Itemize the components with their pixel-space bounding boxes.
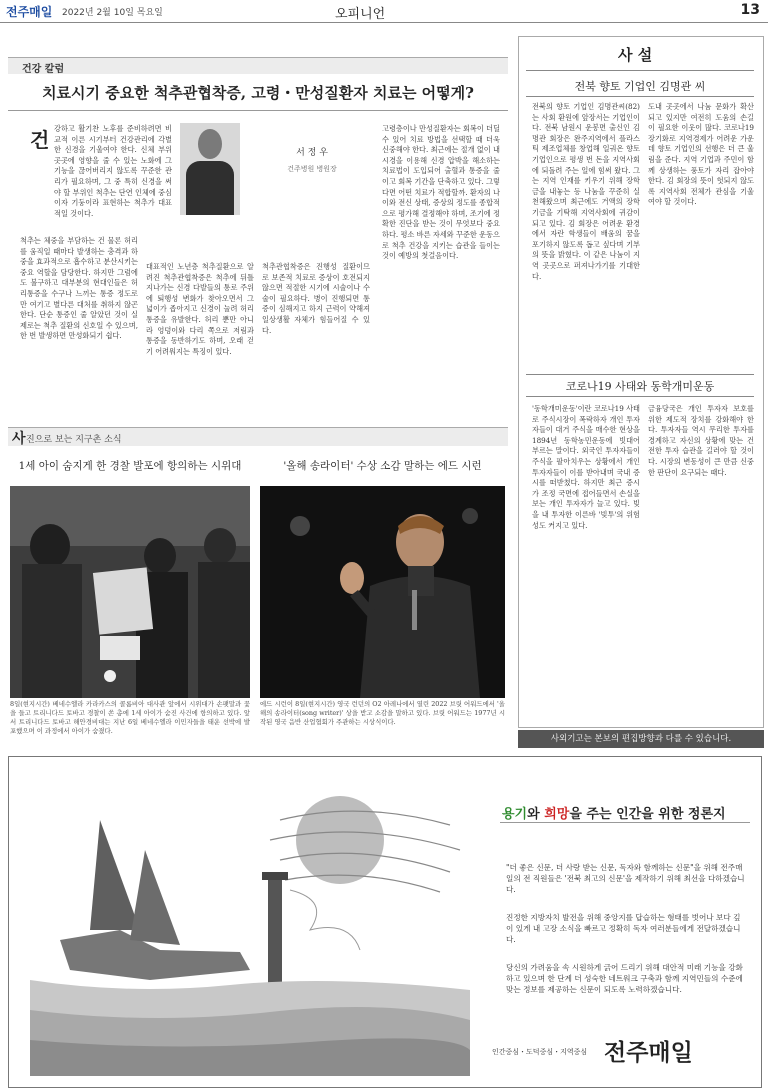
editorial-title: 코로나19 사태와 동학개미운동 [565, 380, 715, 393]
column-paragraph: 강하고 활기찬 노후를 준비하려면 비교적 이른 시기부터 건강관리에 각별한 신경을 기울여야 한다. 신체 부위 곳곳에 영향을 줄 수 있는 노화에 그 기능을 끊어버리지 않도록 꾸준한 관리가 필요하며, 그 중 특히 신경을 써야 할 부위인 척추는 단연 인체에 중심이자 기둥이라 표현하는 척추가 대표적일 것이다. [54, 124, 172, 218]
ad-text: 진정한 지방자치 발전을 위해 중앙지를 답습하는 형태를 벗어나 보다 깊이 있게 내 고장 소식을 빠르고 정확히 독자 여러분들에게 전달하겠습니다. [506, 913, 741, 944]
editorial-body: 도내 곳곳에서 나눔 문화가 확산되고 있지만 여전히 도움의 손길이 필요한 이웃이 많다. 코로나19 장기화로 지역경제가 어려운 가운데 향토 기업인의 선행은 더 큰 울림을 준다. 지역 기업과 주민이 함께 상생하는 풍토가 자리 잡아야 한다. 김 회장의 뜻이 헛되지 않도록 지역사회 전체가 관심을 기울여야 할 것이다. [648, 102, 754, 207]
drop-cap: 건 [30, 128, 50, 152]
editorial-rule [526, 396, 754, 397]
photo-news-label-initial: 사 [12, 431, 26, 447]
ad-tagline: 인간중심・도덕중심・지역중심 [492, 1048, 588, 1056]
author-photo [180, 123, 240, 215]
ed-sheeran-photo [260, 486, 505, 698]
protest-photo [10, 486, 250, 698]
ad-brand-logo: 전주매일 [604, 1040, 693, 1066]
photo-caption-title: '올해 송라이터' 수상 소감 말하는 에드 시런 [283, 460, 482, 472]
page-number: 13 [740, 2, 760, 18]
column-paragraph: 척추는 체중을 부담하는 건 물론 허리를 움직일 때마다 발생하는 충격과 하중을 효과적으로 흡수하고 분산시키는 중요 역할을 담당한다. 하지만 그럼에도 불구하고 대부분의 현대인들은 허리통증을 수구나 느끼는 통증 정도로만 여기고 별다른 대처를 취하지 않곤 한다. 단순 통증인 줄 알았던 것이 실제로는 척추 질환의 신호일 수 있으며, 한 번 발생하면 만성화되기 쉽다. [20, 236, 138, 341]
column-paragraph: 대표적인 노년층 척추질환으로 알려진 척추관협착증은 척추에 뒤틀 지나가는 신경 다발들의 통로 주위에 퇴행성 변화가 찾아오면서 그 넓이가 좁아지고 신경이 눌려 허리 통증을 유발한다. 허리 뿐만 아니라 엉덩이와 다리 쪽으로 저림과 통증을 동반하기도 하며, 오래 걷기 어려워지는 특징이 있다. [146, 262, 254, 356]
ad-illustration [30, 780, 470, 1076]
photo-news-label: 진으로 보는 지구촌 소식 [26, 435, 122, 445]
page-header [0, 0, 768, 23]
editorial-rule [526, 374, 754, 375]
editorial-title: 전북 향토 기업인 김명관 씨 [574, 80, 706, 93]
ad-rule [500, 822, 750, 823]
editorial-label: 사 설 [618, 46, 653, 64]
column-paragraph: 고령층이나 만성질환자는 회복이 더딜 수 있어 치료 방법을 선택할 때 더욱 신중해야 한다. 최근에는 절개 없이 내시경을 이용해 신경 압박을 해소하는 치료법이 도입되어 출혈과 통증을 줄이고 회복 기간을 단축하고 있다. 그렇다면 어떤 치료가 적합할까. 환자의 나이와 전신 상태, 증상의 정도를 종합적으로 평가해 결정해야 하며, 조기에 정확한 진단을 받는 것이 무엇보다 중요하다. 평소 바른 자세와 꾸준한 운동으로 척추 건강을 지키는 습관을 들이는 것이 예방의 첫걸음이다. [382, 124, 500, 261]
health-column-header [8, 57, 508, 74]
author-affiliation: 건주병원 병원장 [287, 165, 337, 173]
author-block [258, 145, 366, 174]
photo-news-header [8, 427, 508, 446]
editorial-body: '동학개미운동'이란 코로나19 사태로 주식시장이 폭락하자 개인 투자자들이 대거 주식을 매수한 현상을 1894년 동학농민운동에 빗대어 부르는 말이다. 외국인 투자자들이 주식을 팔아치우는 상황에서 개인 투자자들이 이를 받아내며 국내 증시를 떠받쳤다. 하지만 최근 증시가 조정 국면에 접어들면서 손실을 보는 개인 투자자가 늘고 있다. 빚을 내 투자한 이른바 '빚투'의 위험성도 커지고 있다. [532, 404, 640, 530]
section-title: 오피니언 [335, 7, 386, 22]
photo-description: 에드 시런이 8일(현지시간) 영국 런던의 O2 아레나에서 열린 2022 브릿 어워드에서 '올해의 송라이터(song writer)' 상을 받고 소감을 말하고 있다. 브릿 어워드는 1977년 시작된 영국 음반 산업협회가 주관하는 시상식이다. [260, 700, 505, 726]
ad-headline: 용기와 희망을 주는 인간을 위한 정론지 [502, 807, 726, 822]
ad-text: "더 좋은 신문, 더 사랑 받는 신문, 독자와 함께하는 신문"을 위해 전주매일의 전 직원들은 '전북 최고의 신문'을 제작하기 위해 최선을 다하겠습니다. [506, 863, 745, 894]
editorial-rule [526, 96, 754, 97]
column-paragraph: 척추관협착증은 진행성 질환이므로 보존적 치료로 증상이 호전되지 않으면 적절한 시기에 시술이나 수술이 필요하다. 병이 진행되면 통증이 심해지고 하지 근력이 약해져 일상생활 자체가 힘들어질 수 있다. [262, 262, 370, 335]
editorial-rule [526, 70, 754, 71]
health-column-title: 치료시기 중요한 척추관협착증, 고령・만성질환자 치료는 어떻게? [42, 84, 474, 102]
photo-description: 8일(현지시간) 베네수엘라 카라카스의 콜롬비아 대사관 앞에서 시위대가 손팻말과 꽃을 들고 트리니다드 토바고 경찰이 쏜 총에 1세 아이가 숨진 사건에 항의하고 있다. 앞서 트리니다드 토바고 해안경비대는 지난 6일 베네수엘라 이민자들을 태운 선박에 발포했으며 이 과정에서 아이가 숨졌다. [10, 700, 250, 735]
newspaper-logo: 전주매일 [6, 5, 53, 19]
editorial-body: 전북의 향토 기업인 김명관씨(82)는 사회 환원에 앞장서는 기업인이다. 전북 남원시 운봉면 출신인 김명관 회장은 완주지역에서 플라스틱 제조업체를 창업해 일궈온 향토 기업인으로 평생 번 돈을 지역사회에 되돌려 주는 일에 힘써 왔다. 그는 지역 인재를 키우기 위해 장학금을 내놓는 등 나눔을 꾸준히 실천해왔으며 최근에도 거액의 장학기금을 기탁해 지역사회에 귀감이 되고 있다. 김 회장은 어려운 환경에서 자란 학생들이 배움의 꿈을 포기하지 않도록 돕고 싶다며 기부의 뜻을 밝혔다. 이 같은 나눔이 지역 곳곳으로 퍼져나가기를 기대한다. [532, 102, 640, 281]
editorial-body: 금융당국은 개인 투자자 보호를 위한 제도적 장치를 강화해야 한다. 투자자들 역시 무리한 투자를 경계하고 자신의 상황에 맞는 건전한 투자 습관을 길러야 할 것이다. 시장의 변동성이 큰 만큼 신중한 판단이 요구되는 때다. [648, 404, 754, 477]
ad-text: 당신의 가려움을 속 시원하게 긁어 드리기 위해 대안적 미래 기능을 강화하고 있으며 한 단계 더 성숙한 네트워크 구축과 함께 지역민들의 수준에 맞는 정보를 제공하는 신문이 되도록 노력하겠습니다. [506, 963, 743, 994]
title-rule [8, 110, 508, 111]
issue-date: 2022년 2월 10일 목요일 [62, 8, 163, 18]
photo-caption-title: 1세 아이 숨지게 한 경찰 발포에 항의하는 시위대 [18, 460, 242, 472]
editorial-disclaimer: 사외기고는 본보의 편집방향과 다를 수 있습니다. [518, 730, 764, 748]
author-name: 서 정 우 [296, 148, 328, 158]
health-column-label: 건강 칼럼 [22, 64, 65, 75]
